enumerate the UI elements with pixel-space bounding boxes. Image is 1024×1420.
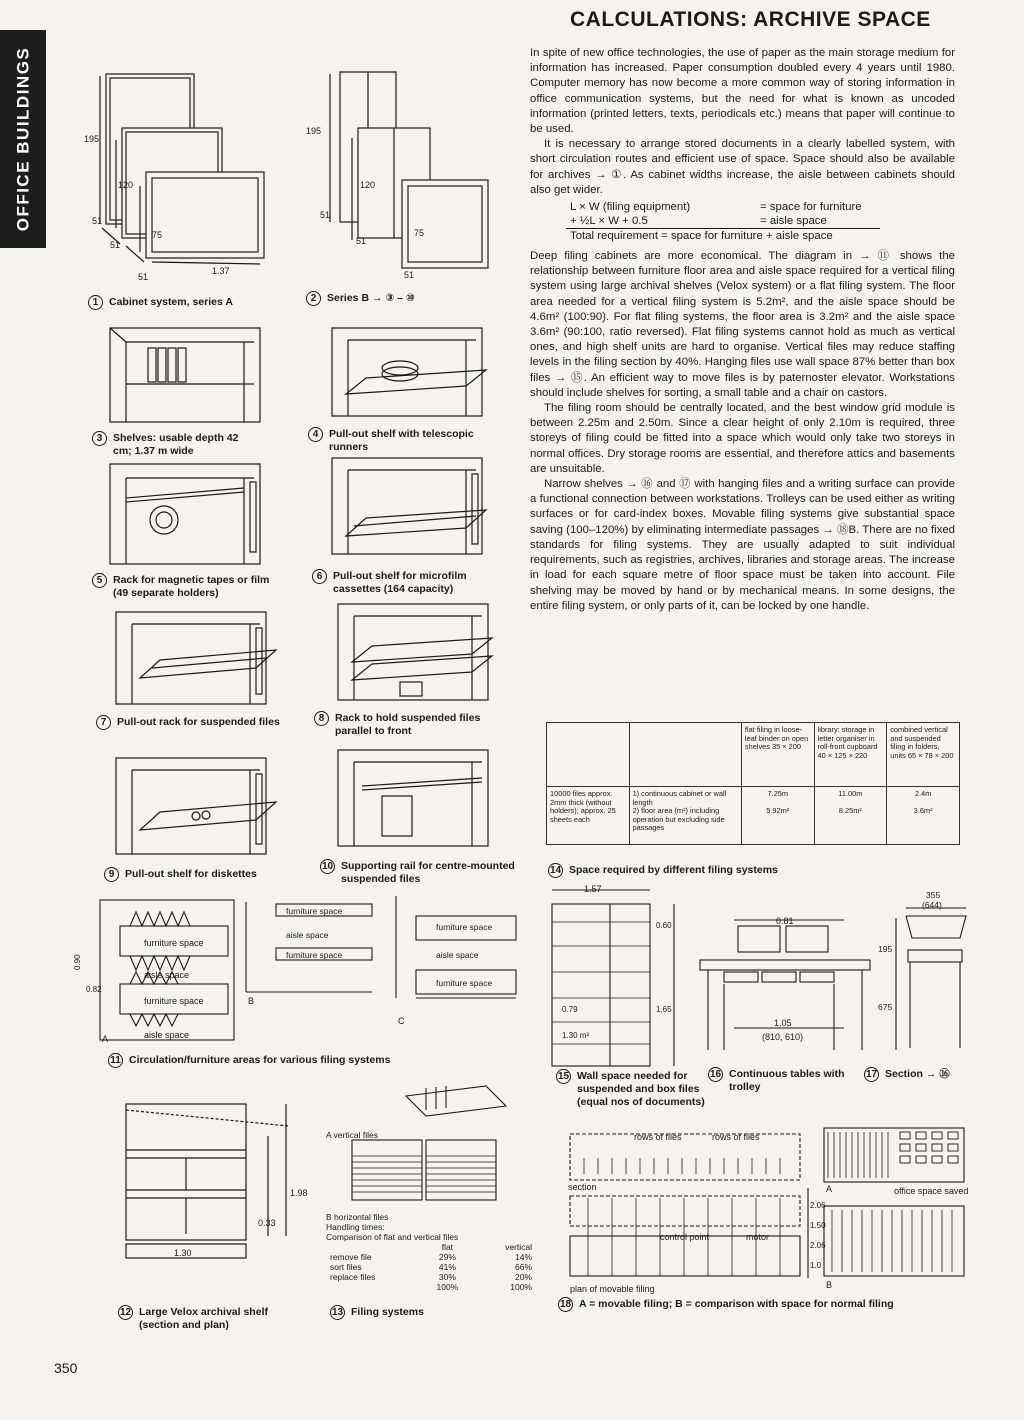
- figure-11-drawing: [73, 896, 526, 1046]
- section-tab-label: OFFICE BUILDINGS: [13, 46, 32, 232]
- fig13-row-flat: 30%: [438, 1272, 456, 1282]
- figure-number: 5: [92, 573, 107, 588]
- fig2-dim-51a: 51: [320, 210, 331, 220]
- fig18-dim-206b: 2.06: [810, 1201, 826, 1210]
- table-header-cell: flat filing in loose-leaf binder on open shelves 35 × 200: [741, 723, 814, 787]
- fig13-row-flat: 29%: [438, 1252, 456, 1262]
- fig17-dim-195: 195: [878, 944, 893, 954]
- fig15-dim-157: 1.57: [584, 884, 602, 894]
- fig11-a-aisle2: aisle space: [144, 1030, 190, 1040]
- figure-number: 10: [321, 861, 334, 872]
- figure-3-drawing: [104, 322, 274, 432]
- figure-number: 4: [308, 427, 323, 442]
- fig11-c-furniture2: furniture space: [436, 978, 493, 988]
- fig16-dim-105: 1.05: [774, 1018, 792, 1028]
- figure-number: 12: [119, 1307, 132, 1318]
- fig13-row-label: [326, 1282, 421, 1292]
- fig18-motor: motor: [746, 1232, 770, 1242]
- fig13-row-vertical: 14%: [514, 1252, 532, 1262]
- figure-number: 6: [312, 569, 327, 584]
- figure-caption-text: Pull-out rack for suspended files: [117, 716, 280, 728]
- fig18-office-space: office space saved: [894, 1186, 969, 1196]
- figure-1-caption: [88, 296, 288, 310]
- fig13-row-label: replace files: [330, 1272, 376, 1282]
- figure-8-caption: [314, 712, 504, 738]
- fig13-col-vertical: vertical: [505, 1242, 532, 1252]
- figure-7-caption: [96, 716, 296, 730]
- table-cell: 1) continuous cabinet or wall length 2) floor area (m²) including operation but excluding side passages: [629, 787, 741, 845]
- table-header-cell: [547, 723, 630, 787]
- figure-caption-text: A = movable filing; B = comparison with space for normal filing: [579, 1298, 894, 1310]
- fig18-control-point: control point: [660, 1232, 710, 1242]
- figure-caption-text: Continuous tables with trolley: [729, 1068, 845, 1093]
- table-row: [326, 1262, 536, 1272]
- figure-number: 13: [331, 1307, 344, 1318]
- section-tab: [0, 30, 46, 248]
- figure-number: 7: [96, 715, 111, 730]
- fig12-dim-033: 0.33: [258, 1218, 276, 1228]
- figure-9-drawing: [110, 752, 280, 860]
- fig18-label-b: B: [826, 1280, 833, 1290]
- fig15-dim-060: 0.60: [656, 921, 672, 930]
- figure-16-drawing: [694, 910, 874, 1060]
- figure-2-caption: [306, 292, 506, 306]
- figure-4-caption: [308, 428, 478, 454]
- table-row: [326, 1282, 536, 1292]
- fig13-label-a: A vertical files: [326, 1130, 378, 1140]
- figure-caption-text: Pull-out shelf for diskettes: [125, 868, 257, 880]
- paragraph-1: In spite of new office technologies, the use of paper as the main storage medium for information has increased. Paper consumption doubled every 4 years until 1980. Computer memory has now become a more common way of storing information in office communication systems, but the need for what is known as uncoded information (printed letters, texts, periodicals etc.) means that paper will continue to be used.: [530, 47, 955, 136]
- fig13-row-flat: 41%: [438, 1262, 456, 1272]
- fig16-dim-810: (810, 610): [762, 1032, 804, 1042]
- fig11-b-aisle: aisle space: [286, 930, 329, 940]
- table-row: [547, 787, 960, 845]
- fig11-label-c: C: [398, 1016, 405, 1026]
- figure-5-drawing: [104, 458, 274, 570]
- fig11-c-furniture1: furniture space: [436, 922, 493, 932]
- fig17-dim-355: 355: [926, 890, 941, 900]
- fig18-plan-label: plan of movable filing: [570, 1284, 655, 1294]
- fig2-dim-195: 195: [306, 126, 322, 136]
- fig2-dim-120: 120: [360, 180, 376, 190]
- fig13-row-vertical: 66%: [514, 1262, 532, 1272]
- fig11-a-dim-082: 0.82: [86, 985, 102, 994]
- fig15-dim-130: 1.30 m²: [562, 1031, 590, 1040]
- figure-17-caption: [864, 1068, 974, 1082]
- fig13-row-vertical: 100%: [510, 1282, 532, 1292]
- fig11-a-furniture1: furniture space: [144, 938, 204, 948]
- paragraph-3: Deep filing cabinets are more economical. The diagram in → ⑪ shows the relationship between furniture floor area and aisle space required for a vertical filing system using large archival shelves (Velox system) or a flat filing system. The floor area needed for a vertical filing system is 5.2m², and the aisle space should be 4.6m² (100:90). For flat filing systems, the floor area is 3.2m² and the aisle space 3.6m² (90:100, ratio reversed). Flat filing systems cannot hold as much as vertical ones, and high shelf units are hard to organise. Vertical files may reduce staffing levels in the filing section by 40%. Hanging files use wall space 87% better than box files → ⑮. An efficient way to move files is by paternoster elevator. Workstations should include shelves for sorting, a small table and a chair on castors.: [530, 250, 955, 399]
- formula-row1-left: L × W (filing equipment): [570, 201, 691, 214]
- figure-2-drawing: [300, 68, 500, 288]
- figure-caption-text: Wall space needed for suspended and box files (equal nos of documents): [577, 1070, 705, 1108]
- figure-number: 11: [108, 1053, 123, 1068]
- fig13-legend: [326, 1212, 536, 1292]
- fig12-dim-130: 1.30: [174, 1248, 192, 1258]
- figure-caption-text: Filing systems: [351, 1306, 424, 1318]
- fig18-label-a: A: [826, 1184, 833, 1194]
- fig15-dim-165: 1.65: [656, 1005, 672, 1014]
- fig13-handling-table: [326, 1242, 536, 1292]
- figure-caption-text: Section → ⑯: [885, 1068, 950, 1080]
- paragraph-2: It is necessary to arrange stored documents in a clearly labelled system, with short circulation routes and efficient use of space. Space should also be available for archives → ①. As cabinet widths increase, the aisle between cabinets should also get wider.: [530, 138, 955, 196]
- figure-12-drawing: [118, 1096, 308, 1296]
- body-text: [530, 46, 955, 614]
- figure-number: 14: [549, 865, 562, 876]
- figure-15-caption: [556, 1070, 706, 1109]
- figure-18-caption: [558, 1298, 978, 1312]
- fig2-dim-51b: 51: [356, 236, 367, 246]
- fig13-handling-sub: Comparison of flat and vertical files: [326, 1232, 459, 1242]
- fig18-rows-of-files-1: rows of files: [634, 1132, 682, 1142]
- figure-17-drawing: [876, 890, 976, 1060]
- formula-total: Total requirement = space for furniture + aisle space: [566, 228, 880, 243]
- figure-caption-text: Pull-out shelf with telescopic runners: [329, 428, 474, 453]
- fig17-dim-675: 675: [878, 1002, 893, 1012]
- fig18-dim-206a: 2.06: [810, 1241, 826, 1250]
- table-cell: 2.4m 3.6m²: [887, 787, 960, 845]
- figure-number: 8: [314, 711, 329, 726]
- fig12-dim-198: 1.98: [290, 1188, 308, 1198]
- fig11-a-furniture2: furniture space: [144, 996, 204, 1006]
- fig16-dim-081: 0.81: [776, 916, 794, 926]
- table-header-cell: combined vertical and suspended filing in folders, units 65 × 78 × 200: [887, 723, 960, 787]
- figure-caption-text: Supporting rail for centre-mounted suspended files: [341, 860, 515, 885]
- figure-number: 17: [865, 1069, 878, 1080]
- figure-16-caption: [708, 1068, 848, 1094]
- fig15-dim-079: 0.79: [562, 1005, 578, 1014]
- figure-6-caption: [312, 570, 502, 596]
- fig11-label-a: A: [102, 1034, 109, 1044]
- fig13-row-flat: 100%: [436, 1282, 459, 1292]
- figure-10-drawing: [332, 744, 502, 854]
- figure-caption-text: Rack for magnetic tapes or film (49 separate holders): [113, 574, 270, 599]
- fig18-dim-150: 1.50: [810, 1221, 826, 1230]
- fig11-b-furniture1: furniture space: [286, 906, 343, 916]
- figure-number: 1: [88, 295, 103, 310]
- figure-1-drawing: [80, 68, 280, 288]
- figure-caption-text: Pull-out shelf for microfilm cassettes (164 capacity): [333, 570, 467, 595]
- figure-number: 16: [709, 1069, 722, 1080]
- figure-4-drawing: [326, 322, 496, 422]
- formula-row2-left: + ½L × W + 0.5: [570, 215, 648, 228]
- figure-18-drawing: [564, 1128, 974, 1294]
- fig11-label-b: B: [248, 996, 255, 1006]
- fig1-dim-51a: 51: [92, 216, 103, 226]
- table-cell: 11.00m 8.25m²: [814, 787, 887, 845]
- fig13-label-b: B horizontal files: [326, 1212, 389, 1222]
- figure-13-drawing: [346, 1076, 526, 1208]
- fig18-rows-of-files-2: rows of files: [712, 1132, 760, 1142]
- formula-row2-right: = aisle space: [760, 215, 827, 228]
- figure-number: 3: [92, 431, 107, 446]
- fig1-dim-51c: 51: [138, 272, 149, 282]
- figure-number: 2: [306, 291, 321, 306]
- table-cell: 10000 files approx. 2mm thick (without holders); approx. 25 sheets each: [547, 787, 630, 845]
- figure-3-caption: [92, 432, 252, 458]
- fig1-dim-195: 195: [84, 134, 100, 144]
- figure-13-caption: [330, 1306, 510, 1320]
- fig13-row-vertical: 20%: [514, 1272, 532, 1282]
- figure-caption-text: Shelves: usable depth 42 cm; 1.37 m wide: [113, 432, 239, 457]
- page-number: 350: [54, 1360, 78, 1376]
- figure-11-caption: [108, 1054, 528, 1068]
- figure-14-table: [546, 722, 960, 845]
- fig2-dim-75: 75: [414, 228, 425, 238]
- figure-5-caption: [92, 574, 282, 600]
- figure-caption-text: Series B → ③ – ⑩: [327, 292, 415, 304]
- table-header-cell: library: storage in letter organiser in roll-front cupboard 40 × 125 × 220: [814, 723, 887, 787]
- table-cell: 7.25m 5.92m²: [741, 787, 814, 845]
- figure-10-caption: [320, 860, 520, 886]
- fig1-dim-75: 75: [152, 230, 163, 240]
- fig11-b-furniture2: furniture space: [286, 950, 343, 960]
- fig13-col-flat: flat: [441, 1242, 454, 1252]
- figure-14-caption: [548, 864, 948, 878]
- fig11-a-aisle1: aisle space: [144, 970, 190, 980]
- figure-7-drawing: [110, 606, 280, 710]
- figure-15-drawing: [544, 882, 684, 1072]
- table-row: [326, 1252, 536, 1262]
- fig18-section-label: section: [568, 1182, 597, 1192]
- fig1-dim-51b: 51: [110, 240, 121, 250]
- formula-block: [570, 200, 955, 243]
- fig1-dim-120: 120: [118, 180, 134, 190]
- paragraph-5: Narrow shelves → ⑯ and ⑰ with hanging files and a writing surface can provide a functional connection between workstations. Trolleys can be used either as writing surfaces or for card-index boxes. Movable filing systems give substantial space saving (100–120%) by eliminating intermediate passages → ⑱B. There are no fixed standards for filing systems. They are usually adapted to suit individual requirements, such as registries, archives, libraries and storage areas. The increase in load for each square metre of floor space must be taken into account. File shelving may be moved by hand or by mechanical means. In some designs, the entire filing system, or only parts of it, can be locked by one handle.: [530, 478, 955, 612]
- fig17-dim-644: (644): [922, 900, 942, 910]
- figure-9-caption: [104, 868, 304, 882]
- table-row: [326, 1272, 536, 1282]
- page-title: CALCULATIONS: ARCHIVE SPACE: [570, 8, 931, 31]
- figure-caption-text: Large Velox archival shelf (section and plan): [139, 1306, 268, 1331]
- fig13-handling-title: Handling times:: [326, 1222, 385, 1232]
- figure-caption-text: Rack to hold suspended files parallel to front: [335, 712, 481, 737]
- fig11-c-aisle: aisle space: [436, 950, 479, 960]
- fig18-dim-10: 1.0: [810, 1261, 822, 1270]
- figure-8-drawing: [332, 598, 502, 708]
- figure-caption-text: Circulation/furniture areas for various filing systems: [129, 1054, 391, 1066]
- figure-caption-text: Cabinet system, series A: [109, 296, 233, 308]
- figure-6-drawing: [326, 452, 496, 562]
- figure-number: 18: [559, 1299, 572, 1310]
- fig2-dim-51c: 51: [404, 270, 415, 280]
- paragraph-4: The filing room should be centrally located, and the best window grid module is between 2.25m and 2.50m. Since a clear height of only 2.10m is required, three storeys of filing could be fitted into a space which would only take two storeys in normal offices. Dry storage rooms are essential, and therefore attics and basements are unsuitable.: [530, 402, 955, 475]
- figure-number: 15: [557, 1071, 570, 1082]
- fig1-dim-137: 1.37: [212, 266, 230, 276]
- fig13-row-label: remove file: [330, 1252, 372, 1262]
- fig13-row-label: sort files: [330, 1262, 362, 1272]
- figure-12-caption: [118, 1306, 308, 1332]
- figure-number: 9: [104, 867, 119, 882]
- figure-caption-text: Space required by different filing systems: [569, 864, 778, 876]
- fig11-a-dim-090: 0.90: [73, 954, 82, 970]
- formula-row1-right: = space for furniture: [760, 201, 862, 214]
- table-header-cell: [629, 723, 741, 787]
